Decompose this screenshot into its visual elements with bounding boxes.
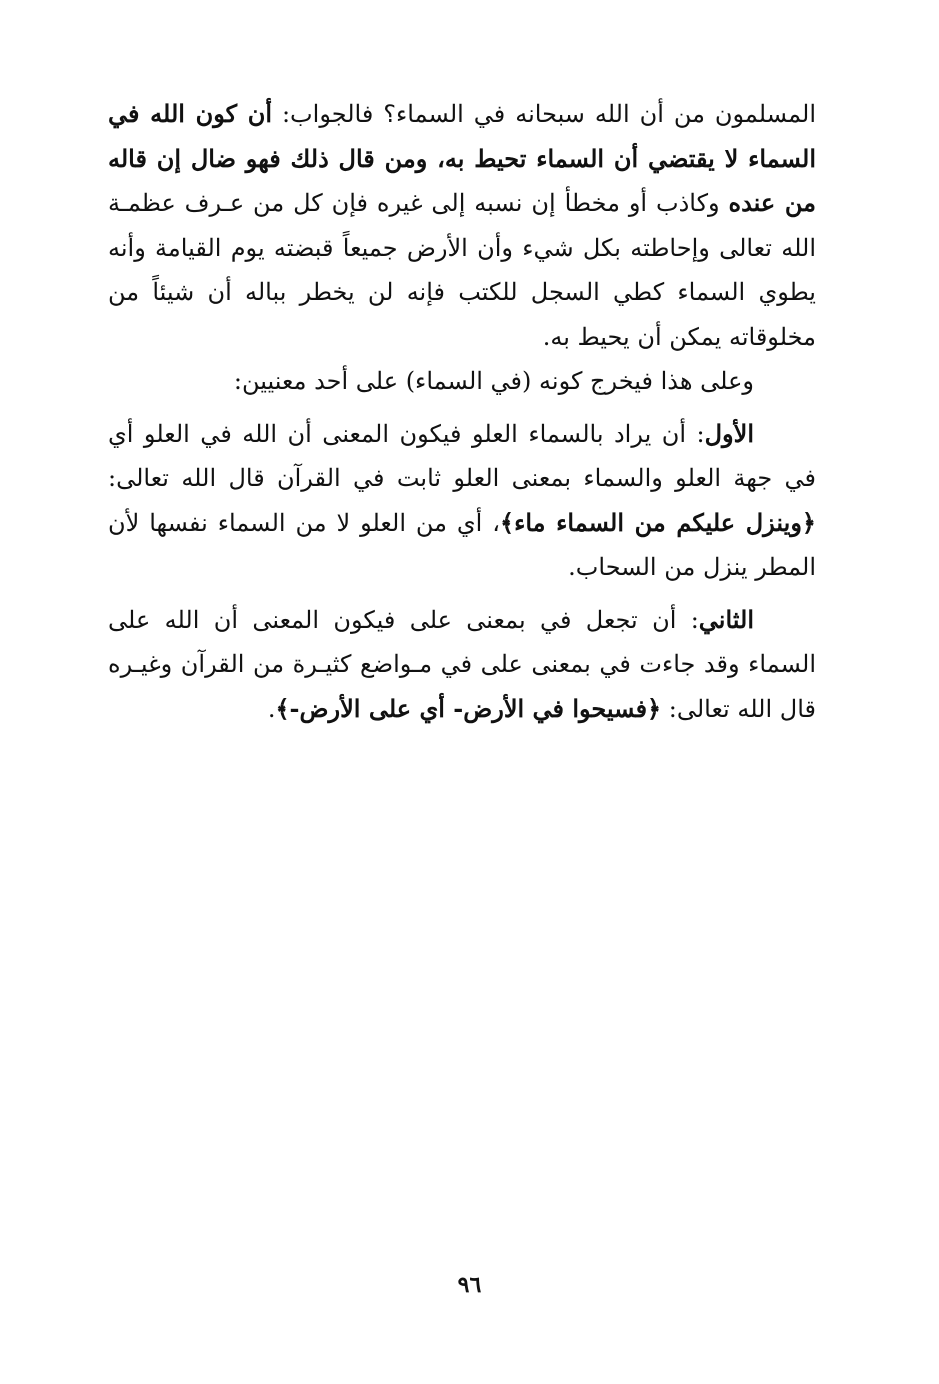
paragraph-1-part-3: وكاذب أو مخطأ إن نسبه إلى غيره فإن كل من عـرف عظمـة الله تعالى وإحاطته بكل شيء وأن الأرض جميعاً قبضته يوم القيامة وأنه يطوي السماء كطي السجل للكتب فإنه لن يخطر بباله أن شيئاً من مخلوقاته يمكن أن يحيط به. bbox=[108, 189, 817, 351]
paragraph-4 bbox=[108, 598, 816, 732]
paragraph-4-part-3: . bbox=[267, 694, 276, 723]
paragraph-1 bbox=[108, 92, 816, 359]
paragraph-4-part-1: : أن تجعل في بمعنى على فيكون المعنى أن الله على السماء وقد جاءت في بمعنى على في مـواضع كثيـرة من القرآن وغيـره قال الله تعالى: bbox=[108, 605, 816, 723]
paragraph-1-answer: أن كون الله في السماء لا يقتضي أن السماء تحيط به، ومن قال ذلك فهو ضال إن قاله من عنده bbox=[108, 99, 816, 217]
paragraph-3-part-1: : أن يراد بالسماء العلو فيكون المعنى أن الله في العلو أي في جهة العلو والسماء بمعنى العلو ثابت في القرآن قال الله تعالى: bbox=[108, 419, 817, 492]
paragraph-2: وعلى هذا فيخرج كونه (في السماء) على أحد معنيين: bbox=[233, 367, 754, 395]
quran-verse-1: ﴿وينزل عليكم من السماء ماء﴾ bbox=[500, 507, 816, 537]
body-text bbox=[108, 92, 816, 731]
paragraph-1-part-1: المسلمون من أن الله سبحانه في السماء؟ فالجواب: bbox=[272, 100, 817, 128]
paragraph-3-label: الأول bbox=[704, 418, 754, 448]
paragraph-4-label: الثاني bbox=[698, 604, 754, 634]
paragraph-3-part-3: ، أي من العلو لا من السماء نفسها لأن المطر ينزل من السحاب. bbox=[108, 508, 816, 581]
quran-verse-2: ﴿فسيحوا في الأرض- أي على الأرض-﴾ bbox=[275, 693, 662, 723]
paragraph-3 bbox=[108, 412, 816, 590]
page-number: ٩٦ bbox=[457, 1272, 482, 1298]
